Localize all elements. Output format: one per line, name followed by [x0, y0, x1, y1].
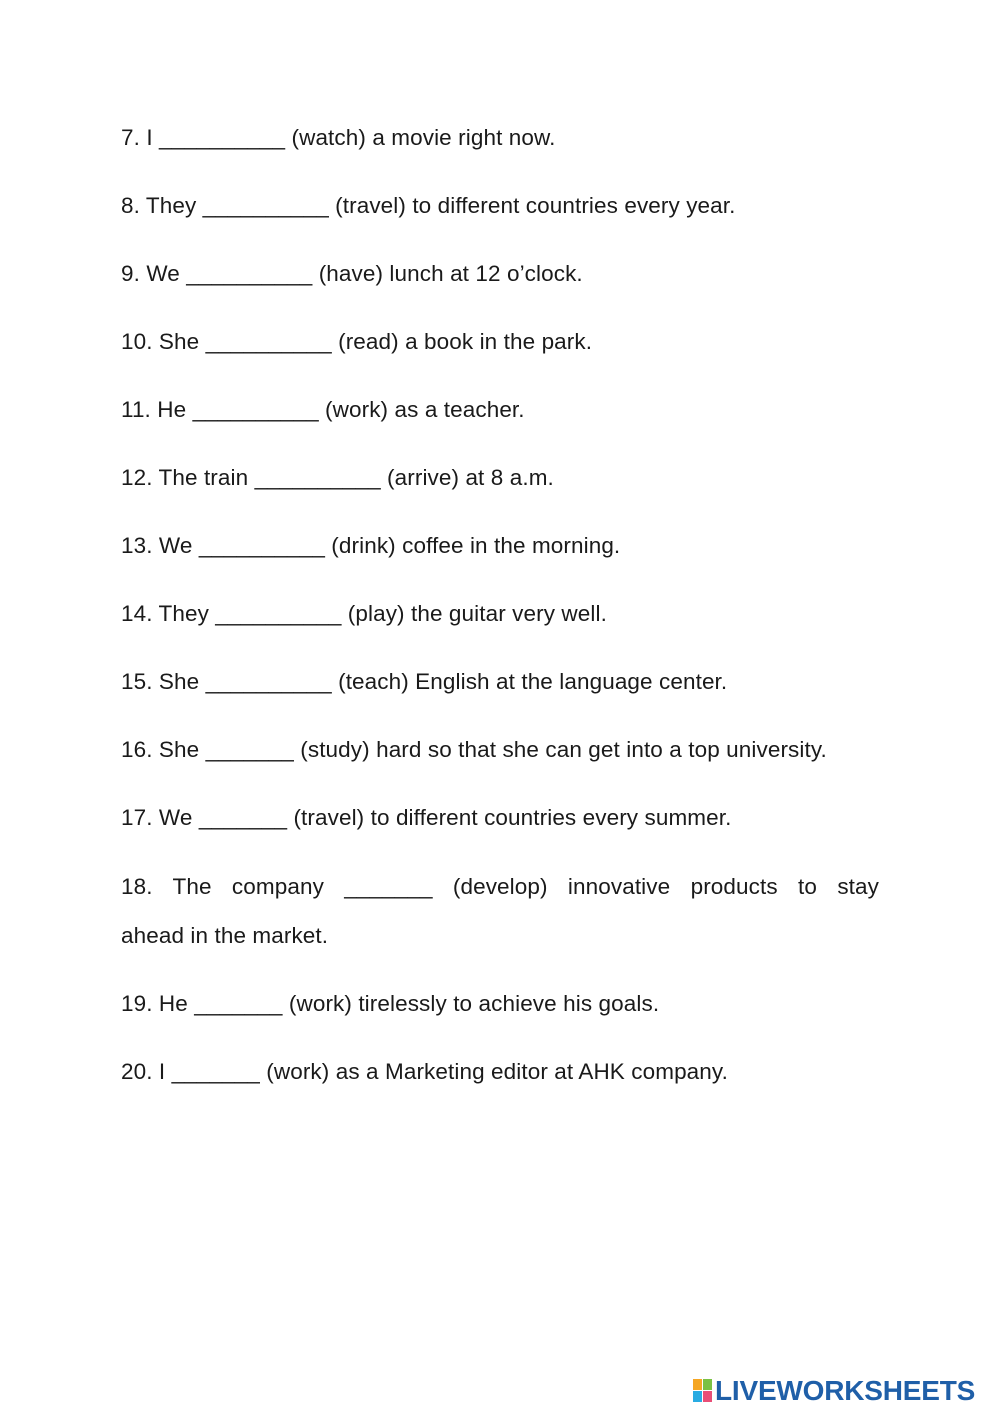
liveworksheets-logo	[693, 1376, 975, 1406]
liveworksheets-logo-icon	[693, 1379, 713, 1403]
question-9: 9. We __________ (have) lunch at 12 o’clock.	[121, 261, 583, 286]
question-18-line-2: ahead in the market.	[121, 923, 329, 948]
logo-mark-square	[703, 1391, 712, 1402]
question-14: 14. They __________ (play) the guitar very well.	[121, 601, 607, 626]
question-11: 11. He __________ (work) as a teacher.	[121, 397, 525, 422]
question-10: 10. She __________ (read) a book in the park.	[121, 329, 593, 354]
question-15: 15. She __________ (teach) English at the language center.	[121, 669, 728, 694]
question-8: 8. They __________ (travel) to different countries every year.	[121, 193, 736, 218]
question-7: 7. I __________ (watch) a movie right now.	[121, 125, 556, 150]
question-20: 20. I _______ (work) as a Marketing editor at AHK company.	[121, 1059, 728, 1084]
question-17: 17. We _______ (travel) to different countries every summer.	[121, 805, 732, 830]
question-12: 12. The train __________ (arrive) at 8 a.m.	[121, 465, 554, 490]
question-13: 13. We __________ (drink) coffee in the morning.	[121, 533, 621, 558]
question-19: 19. He _______ (work) tirelessly to achieve his goals.	[121, 991, 660, 1016]
logo-mark-square	[693, 1391, 702, 1402]
question-18-line-1: 18. The company _______ (develop) innovative products to stay	[121, 874, 879, 899]
question-16: 16. She _______ (study) hard so that she can get into a top university.	[121, 737, 827, 762]
liveworksheets-logo-text: LIVEWORKSHEETS	[715, 1375, 976, 1406]
logo-mark-square	[693, 1379, 702, 1390]
question-18	[121, 862, 879, 960]
logo-mark-square	[703, 1379, 712, 1390]
